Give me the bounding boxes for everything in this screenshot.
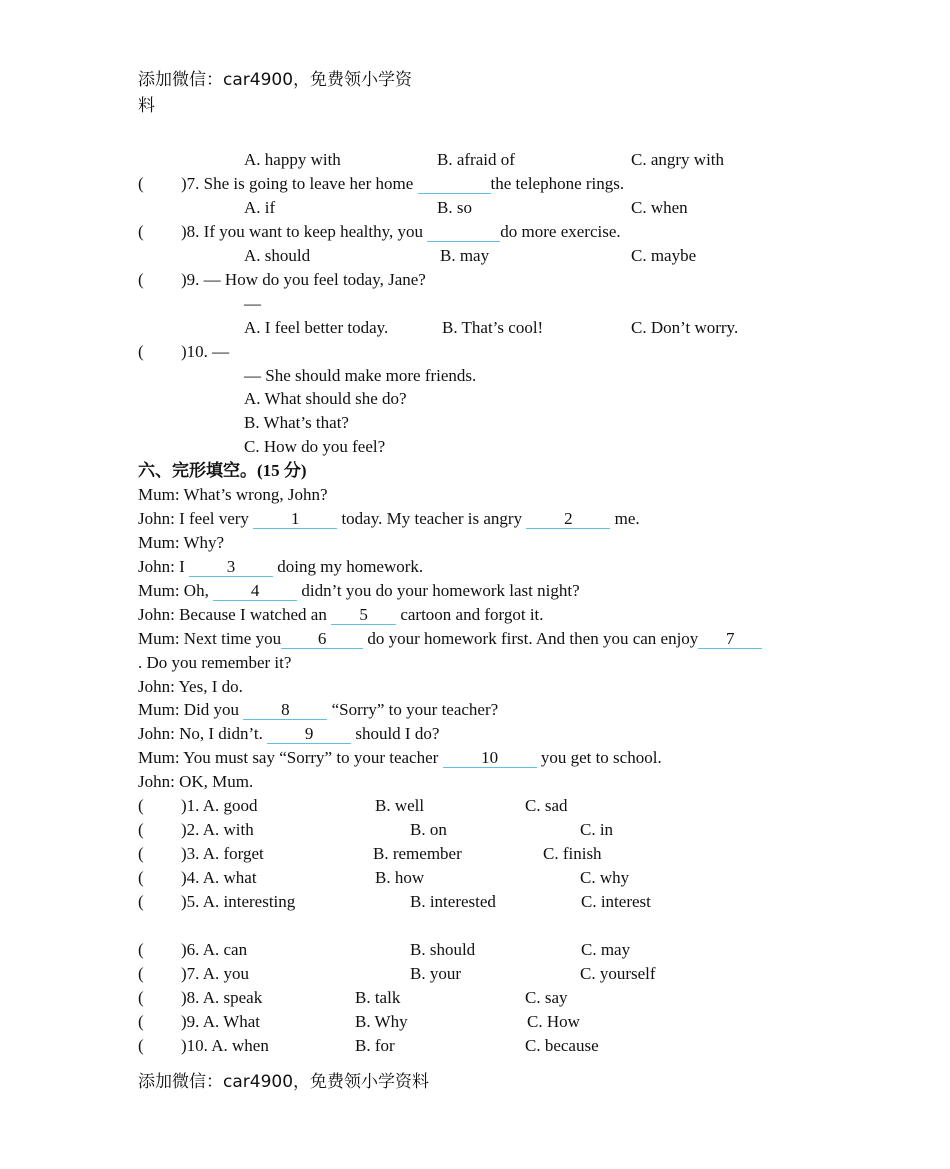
q10-reply: — She should make more friends. xyxy=(244,366,477,385)
q7-stem-post: the telephone rings. xyxy=(490,174,625,193)
dialogue-line-3: Mum: Why? xyxy=(138,533,225,552)
dialogue-line-10-post: “Sorry” to your teacher? xyxy=(327,700,499,719)
blank-4[interactable]: 4 xyxy=(213,581,297,601)
dialogue-line-1: Mum: What’s wrong, John? xyxy=(138,485,328,504)
answer-row-9-c: C. How xyxy=(527,1012,580,1031)
blank-10[interactable]: 10 xyxy=(443,748,537,768)
q7-option-b: B. so xyxy=(437,198,472,217)
q7-option-c: C. when xyxy=(631,198,688,217)
q7-option-a: A. if xyxy=(244,198,276,217)
q9-option-c: C. Don’t worry. xyxy=(631,318,739,337)
answer-row-8-a: )8. A. speak xyxy=(181,988,263,1007)
dialogue-line-4 xyxy=(138,557,423,577)
dialogue-line-12 xyxy=(138,748,662,768)
q10-paren: ( xyxy=(138,342,144,361)
answer-row-2-paren: ( xyxy=(138,820,144,839)
section-title-cn: 六、完形填空。 xyxy=(138,461,257,481)
q8-stem xyxy=(181,222,621,242)
q9-option-a: A. I feel better today. xyxy=(244,318,389,337)
answer-row-4-b: B. how xyxy=(375,868,425,887)
answer-row-7-paren: ( xyxy=(138,964,144,983)
dialogue-line-13: John: OK, Mum. xyxy=(138,772,254,791)
q7-stem-pre: )7. She is going to leave her home xyxy=(181,174,418,193)
answer-row-8-c: C. say xyxy=(525,988,568,1007)
answer-row-10-b: B. for xyxy=(355,1036,395,1055)
q8-stem-post: do more exercise. xyxy=(500,222,621,241)
dialogue-line-11-pre: John: No, I didn’t. xyxy=(138,724,268,743)
dialogue-line-8: . Do you remember it? xyxy=(138,653,292,672)
blank-2[interactable]: 2 xyxy=(526,509,610,529)
blank-9[interactable]: 9 xyxy=(267,724,351,744)
dialogue-line-12-post: you get to school. xyxy=(536,748,662,767)
answer-row-5-paren: ( xyxy=(138,892,144,911)
q8-option-c: C. maybe xyxy=(631,246,697,265)
answer-row-2-a: )2. A. with xyxy=(181,820,254,839)
q9-stem: )9. — How do you feel today, Jane? xyxy=(181,270,426,289)
q10-stem: )10. — xyxy=(181,342,230,361)
answer-row-8-paren: ( xyxy=(138,988,144,1007)
answer-row-1-b: B. well xyxy=(375,796,425,815)
answer-row-2-c: C. in xyxy=(580,820,614,839)
section-title-score: (15 分) xyxy=(257,461,307,480)
dialogue-line-7-pre: Mum: Next time you xyxy=(138,629,282,648)
q7-stem xyxy=(181,174,624,194)
dialogue-line-5-post: didn’t you do your homework last night? xyxy=(297,581,580,600)
header-line-1: 添加微信：car4900，免费领小学资 xyxy=(138,70,413,90)
q9-paren: ( xyxy=(138,270,144,289)
answer-row-5-c: C. interest xyxy=(581,892,651,911)
q8-blank[interactable] xyxy=(427,222,500,242)
answer-row-7-c: C. yourself xyxy=(580,964,656,983)
q6-option-c: C. angry with xyxy=(631,150,725,169)
q8-option-b: B. may xyxy=(440,246,490,265)
dialogue-line-4-post: doing my homework. xyxy=(273,557,424,576)
answer-row-8-b: B. talk xyxy=(355,988,401,1007)
section-title xyxy=(138,461,307,481)
answer-row-2-b: B. on xyxy=(410,820,447,839)
blank-8[interactable]: 8 xyxy=(243,700,327,720)
answer-row-6-c: C. may xyxy=(581,940,631,959)
answer-row-3-c: C. finish xyxy=(543,844,602,863)
dialogue-line-2-post: me. xyxy=(610,509,640,528)
blank-7[interactable]: 7 xyxy=(698,629,762,649)
answer-row-4-c: C. why xyxy=(580,868,630,887)
answer-row-3-paren: ( xyxy=(138,844,144,863)
dialogue-line-5 xyxy=(138,581,580,601)
answer-row-1-c: C. sad xyxy=(525,796,568,815)
dialogue-line-7-mid: do your homework first. And then you can enjoy xyxy=(363,629,699,648)
q7-paren: ( xyxy=(138,174,144,193)
footer-text: 添加微信：car4900，免费领小学资料 xyxy=(138,1072,430,1092)
blank-5[interactable]: 5 xyxy=(331,605,396,625)
answer-row-9-paren: ( xyxy=(138,1012,144,1031)
dialogue-line-6-pre: John: Because I watched an xyxy=(138,605,332,624)
q7-blank[interactable] xyxy=(418,174,491,194)
answer-row-3-b: B. remember xyxy=(373,844,462,863)
q9-option-b: B. That’s cool! xyxy=(442,318,544,337)
answer-row-10-a: )10. A. when xyxy=(181,1036,269,1055)
q10-option-c: C. How do you feel? xyxy=(244,437,386,456)
q8-stem-pre: )8. If you want to keep healthy, you xyxy=(181,222,428,241)
answer-row-4-a: )4. A. what xyxy=(181,868,257,887)
answer-row-9-a: )9. A. What xyxy=(181,1012,261,1031)
dialogue-line-12-pre: Mum: You must say “Sorry” to your teacher xyxy=(138,748,443,767)
answer-row-4-paren: ( xyxy=(138,868,144,887)
answer-row-7-b: B. your xyxy=(410,964,461,983)
q6-option-b: B. afraid of xyxy=(437,150,515,169)
q6-option-a: A. happy with xyxy=(244,150,341,169)
dialogue-line-11-post: should I do? xyxy=(351,724,440,743)
answer-row-10-c: C. because xyxy=(525,1036,599,1055)
q10-option-b: B. What’s that? xyxy=(244,413,349,432)
answer-row-10-paren: ( xyxy=(138,1036,144,1055)
blank-3[interactable]: 3 xyxy=(189,557,273,577)
dialogue-line-2-mid: today. My teacher is angry xyxy=(337,509,527,528)
q10-option-a: A. What should she do? xyxy=(244,389,407,408)
q8-option-a: A. should xyxy=(244,246,311,265)
dialogue-line-6-post: cartoon and forgot it. xyxy=(396,605,544,624)
dialogue-line-11 xyxy=(138,724,439,744)
answer-row-1-paren: ( xyxy=(138,796,144,815)
answer-row-5-a: )5. A. interesting xyxy=(181,892,296,911)
blank-6[interactable]: 6 xyxy=(281,629,363,649)
answer-row-6-paren: ( xyxy=(138,940,144,959)
dialogue-line-6 xyxy=(138,605,544,625)
dialogue-line-9: John: Yes, I do. xyxy=(138,677,243,696)
dialogue-line-5-pre: Mum: Oh, xyxy=(138,581,214,600)
answer-row-6-b: B. should xyxy=(410,940,476,959)
answer-row-1-a: )1. A. good xyxy=(181,796,258,815)
dialogue-line-7 xyxy=(138,629,762,649)
dialogue-line-10 xyxy=(138,700,498,720)
dialogue-line-2-pre: John: I feel very xyxy=(138,509,254,528)
answer-row-6-a: )6. A. can xyxy=(181,940,248,959)
answer-row-3-a: )3. A. forget xyxy=(181,844,264,863)
answer-row-9-b: B. Why xyxy=(355,1012,408,1031)
header-line-2: 料 xyxy=(138,96,155,116)
blank-1[interactable]: 1 xyxy=(253,509,337,529)
q9-dash: — xyxy=(244,294,261,313)
answer-row-5-b: B. interested xyxy=(410,892,496,911)
dialogue-line-4-pre: John: I xyxy=(138,557,189,576)
answer-row-7-a: )7. A. you xyxy=(181,964,249,983)
q8-paren: ( xyxy=(138,222,144,241)
dialogue-line-10-pre: Mum: Did you xyxy=(138,700,244,719)
dialogue-line-2 xyxy=(138,509,640,529)
